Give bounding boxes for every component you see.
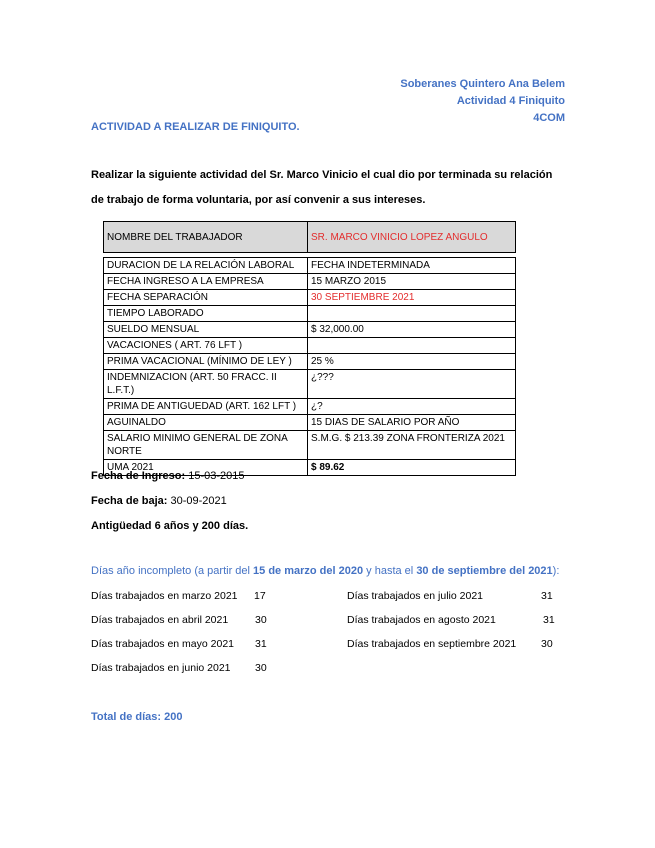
- month-days-septiembre: 30: [541, 638, 553, 650]
- table-row: FECHA INGRESO A LA EMPRESA 15 MARZO 2015: [104, 274, 516, 290]
- table-row: DURACION DE LA RELACIÓN LABORAL FECHA INDETERMINADA: [104, 258, 516, 274]
- worker-name-value: SR. MARCO VINICIO LOPEZ ANGULO: [308, 222, 516, 253]
- month-days-agosto: 31: [543, 614, 555, 626]
- table-row: TIEMPO LABORADO: [104, 306, 516, 322]
- intro-line-2: de trabajo de forma voluntaria, por así convenir a sus intereses.: [91, 194, 426, 206]
- total-dias: Total de días: 200: [91, 711, 183, 723]
- intro-line-1: Realizar la siguiente actividad del Sr. Marco Vinicio el cual dio por terminada su relación: [91, 169, 553, 181]
- table-row: SUELDO MENSUAL $ 32,000.00: [104, 322, 516, 338]
- table-row: SALARIO MINIMO GENERAL DE ZONA NORTE S.M.G. $ 213.39 ZONA FRONTERIZA 2021: [104, 431, 516, 460]
- month-label-septiembre: Días trabajados en septiembre 2021: [347, 638, 517, 650]
- month-label-agosto: Días trabajados en agosto 2021: [347, 614, 496, 626]
- activity-name: Actividad 4 Finiquito: [456, 95, 565, 107]
- antiguedad: Antigüedad 6 años y 200 días.: [91, 520, 249, 532]
- table-row: INDEMNIZACION (ART. 50 FRACC. II L.F.T.) ¿???: [104, 370, 516, 399]
- table-row: VACACIONES ( ART. 76 LFT ): [104, 338, 516, 354]
- table-header-row: [104, 222, 516, 253]
- dias-incompleto-title: Días año incompleto (a partir del 15 de marzo del 2020 y hasta el 30 de septiembre del 2021):: [91, 565, 560, 577]
- month-days-marzo: 17: [254, 590, 266, 602]
- table-row: AGUINALDO 15 DIAS DE SALARIO POR AÑO: [104, 415, 516, 431]
- table-row: UMA 2021 $ 89.62: [104, 460, 516, 476]
- table-row: FECHA SEPARACIÓN 30 SEPTIEMBRE 2021: [104, 290, 516, 306]
- author-name: Soberanes Quintero Ana Belem: [400, 78, 565, 90]
- month-label-mayo: Días trabajados en mayo 2021: [91, 638, 235, 650]
- month-label-marzo: Días trabajados en marzo 2021: [91, 590, 238, 602]
- month-days-mayo: 31: [255, 638, 267, 650]
- month-label-abril: Días trabajados en abril 2021: [91, 614, 229, 626]
- worker-name-label: NOMBRE DEL TRABAJADOR: [104, 222, 308, 253]
- fecha-baja: Fecha de baja: 30-09-2021: [91, 495, 227, 507]
- month-label-junio: Días trabajados en junio 2021: [91, 662, 231, 674]
- month-days-junio: 30: [255, 662, 267, 674]
- group-name: 4COM: [533, 112, 565, 124]
- document-title: ACTIVIDAD A REALIZAR DE FINIQUITO.: [91, 121, 300, 133]
- table-row: PRIMA DE ANTIGUEDAD (ART. 162 LFT ) ¿?: [104, 399, 516, 415]
- month-days-julio: 31: [541, 590, 553, 602]
- month-label-julio: Días trabajados en julio 2021: [347, 590, 484, 602]
- worker-data-table: [103, 221, 516, 476]
- fecha-ingreso: Fecha de Ingreso: 15-03-2015: [91, 470, 245, 482]
- table-row: PRIMA VACACIONAL (MÍNIMO DE LEY ) 25 %: [104, 354, 516, 370]
- month-days-abril: 30: [255, 614, 267, 626]
